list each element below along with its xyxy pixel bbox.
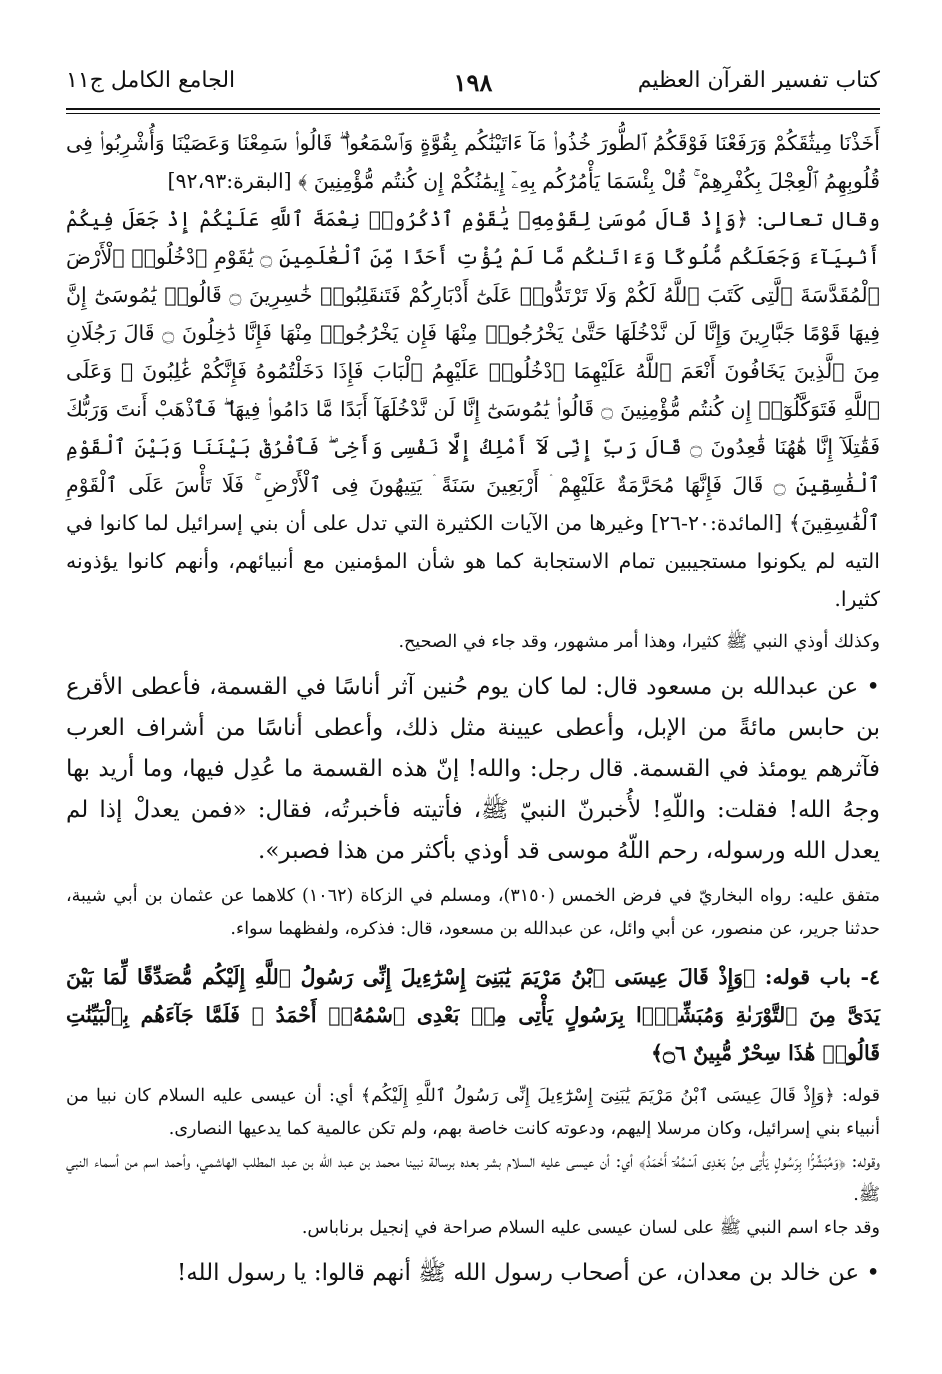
page-number: ١٩٨ — [453, 68, 493, 97]
book-title: كتاب تفسير القرآن العظيم — [637, 68, 880, 93]
tafsir-paragraph-2: وقوله: ﴿وَمُبَشِّرًۢا بِرَسُولٍ يَأْتِى مِنۢ بَعْدِى ٱسْمُهُۥٓ أَحْمَدُ﴾ أي: أن عيسى عليه السلام بشر بعده برسالة نبينا محمد بن عبد الله بن عبد المطلب الهاشمي، وأحمد اسم من أسماء النبي ﷺ. — [66, 1152, 880, 1205]
commentary-paragraph: وكذلك أوذي النبي ﷺ كثيرا، وهذا أمر مشهور، وقد جاء في الصحيح. — [398, 632, 880, 652]
tafsir-paragraph-1: قوله: ﴿وَإِذْ قَالَ عِيسَى ٱبْنُ مَرْيَمَ يَٰبَنِىٓ إِسْرَٰٓءِيلَ إِنِّى رَسُولُ ٱللَّهِ إِلَيْكُم﴾ أي: أن عيسى عليه السلام كان نبيا من أنبياء بني إسرائيل، وكان مرسلا إليهم، ودعوته كانت خاصة بهم، ولم تكن عالمية كما يدعيها النصارى. — [66, 1086, 880, 1139]
quran-verse-baqarah: أَخَذْنَا مِيثَٰقَكُمْ وَرَفَعْنَا فَوْقَكُمُ ٱلطُّورَ خُذُوا۟ مَآ ءَاتَيْنَٰكُم بِقُوَّةٍ وَٱسْمَعُوا۟ ۖ قَالُوا۟ سَمِعْنَا وَعَصَيْنَا وَأُشْرِبُوا۟ فِى قُلُوبِهِمُ ٱلْعِجْلَ بِكُفْرِهِمْ ۚ قُلْ بِئْسَمَا يَأْمُرُكُم بِهِۦٓ إِيمَٰنُكُمْ إِن كُنتُم مُّؤْمِنِينَ ﴾ [البقرة:٩٢،٩٣] — [66, 131, 880, 193]
quran-verses-maidah: وقال تعالى: ﴿وَإِذْ قَالَ مُوسَىٰ لِقَوْمِهِۦ يَٰقَوْمِ ٱذْكُرُوا۟ نِعْمَةَ ٱللَّهِ عَلَيْكُمْ إِذْ جَعَلَ فِيكُمْ أَنۢبِيَآءَ وَجَعَلَكُم مُّلُوكًا وَءَاتَىٰكُم مَّا لَمْ يُؤْتِ أَحَدًا مِّنَ ٱلْعَٰلَمِينَ ۝ يَٰقَوْمِ ٱدْخُلُوا۟ ٱلْأَرْضَ ٱلْمُقَدَّسَةَ ٱلَّتِى كَتَبَ ٱللَّهُ لَكُمْ وَلَا تَرْتَدُّوا۟ عَلَىٰٓ أَدْبَارِكُمْ فَتَنقَلِبُوا۟ خَٰسِرِينَ ۝ قَالُوا۟ يَٰمُوسَىٰٓ إِنَّ فِيهَا قَوْمًا جَبَّارِينَ وَإِنَّا لَن نَّدْخُلَهَا حَتَّىٰ يَخْرُجُوا۟ مِنْهَا فَإِن يَخْرُجُوا۟ مِنْهَا فَإِنَّا دَٰخِلُونَ ۝ قَالَ رَجُلَانِ مِنَ ٱلَّذِينَ يَخَافُونَ أَنْعَمَ ٱللَّهُ عَلَيْهِمَا ٱدْخُلُوا۟ عَلَيْهِمُ ٱلْبَابَ فَإِذَا دَخَلْتُمُوهُ فَإِنَّكُمْ غَٰلِبُونَ ۚ وَعَلَى ٱللَّهِ فَتَوَكَّلُوٓا۟ إِن كُنتُم مُّؤْمِنِينَ ۝ قَالُوا۟ يَٰمُوسَىٰٓ إِنَّا لَن نَّدْخُلَهَآ أَبَدًا مَّا دَامُوا۟ فِيهَا ۖ فَٱذْهَبْ أَنتَ وَرَبُّكَ فَقَٰتِلَآ إِنَّا هَٰهُنَا قَٰعِدُونَ ۝ قَالَ رَبِّ إِنِّى لَآ أَمْلِكُ إِلَّا نَفْسِى وَأَخِى ۖ فَٱفْرُقْ بَيْنَنَا وَبَيْنَ ٱلْقَوْمِ ٱلْفَٰسِقِينَ ۝ قَالَ فَإِنَّهَا مُحَرَّمَةٌ عَلَيْهِمْ ۛ أَرْبَعِينَ سَنَةً ۛ يَتِيهُونَ فِى ٱلْأَرْضِ ۚ فَلَا تَأْسَ عَلَى ٱلْقَوْمِ ٱلْفَٰسِقِينَ﴾ [المائدة:٢٠-٢٦] وغيرها من الآيات الكثيرة التي تدل على أن بني إسرائيل لما كانوا في التيه لم يكونوا مستجيبين تمام الاستجابة كما هو شأن المؤمنين مع أنبيائهم، وأنهم كانوا يؤذونه كثيرا. — [66, 207, 881, 611]
hadith-takhrij: متفق عليه: رواه البخاريّ في فرض الخمس (٣١٥٠)، ومسلم في الزكاة (١٠٦٢) كلاهما عن عثمان بن أبي شيبة، حدثنا جرير، عن منصور، عن أبي وائل، عن عبدالله بن مسعود، قال: فذكره، ولفظهما سواء. — [66, 886, 880, 939]
hadith-text: • عن عبدالله بن مسعود قال: لما كان يوم حُنين آثر أناسًا في القسمة، فأعطى الأقرع بن حابس مائةً من الإبل، وأعطى عيينة مثل ذلك، وأعطى أناسًا من أشراف العرب فآثرهم يومئذ في القسمة. قال رجل: والله! إنّ هذه القسمة ما عُدِل فيها، وما أريد بها وجهُ الله! فقلت: واللّهِ! لأُخبرنّ النبيّ ﷺ، فأتيته فأخبرتُه، فقال: «فمن يعدلْ إذا لم يعدل الله ورسوله، رحم اللّهُ موسى قد أوذي بأكثر من هذا فصبر». — [66, 674, 880, 864]
tafsir-paragraph-3: وقد جاء اسم النبي ﷺ على لسان عيسى عليه السلام صراحة في إنجيل برناباس. — [301, 1218, 880, 1238]
page-header — [66, 62, 880, 102]
header-rule-thin — [66, 113, 880, 114]
chapter-heading: ٤- باب قوله: ﴿وَإِذْ قَالَ عِيسَى ٱبْنُ مَرْيَمَ يَٰبَنِىٓ إِسْرَٰٓءِيلَ إِنِّى رَسُولُ ٱللَّهِ إِلَيْكُم مُّصَدِّقًا لِّمَا بَيْنَ يَدَىَّ مِنَ ٱلتَّوْرَىٰةِ وَمُبَشِّرًۢا بِرَسُولٍ يَأْتِى مِنۢ بَعْدِى ٱسْمُهُۥٓ أَحْمَدُ ۖ فَلَمَّا جَآءَهُم بِٱلْبَيِّنَٰتِ قَالُوا۟ هَٰذَا سِحْرٌ مُّبِينٌ ۝٦﴾ — [66, 965, 880, 1065]
hadith-start: • عن خالد بن معدان، عن أصحاب رسول الله ﷺ أنهم قالوا: يا رسول الله! — [176, 1260, 880, 1286]
header-rule — [66, 108, 880, 110]
page-body — [66, 124, 880, 1294]
volume-title: الجامع الكامل ج١١ — [66, 68, 236, 93]
